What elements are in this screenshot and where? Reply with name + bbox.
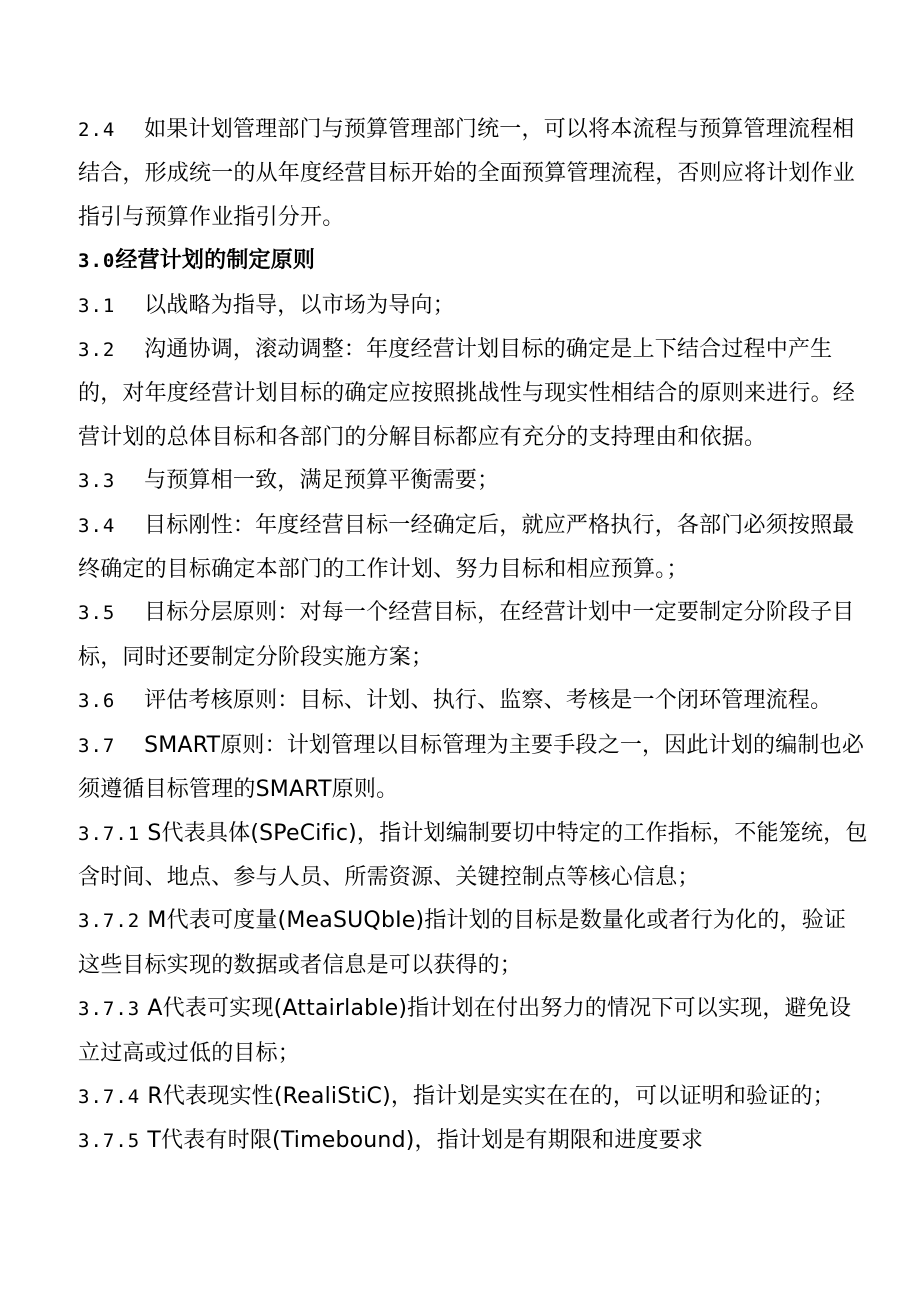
- paragraph-3-7-1: [78, 812, 868, 900]
- paragraph-text: T代表有时限(Timebound)，指计划是有期限和进度要求: [140, 1128, 704, 1154]
- paragraph-3-7-4: [78, 1075, 868, 1119]
- paragraph-text: 如果计划管理部门与预算管理部门统一，可以将本流程与预算管理流程相结合，形成统一的从年度经营目标开始的全面预算管理流程，否则应将计划作业指引与预算作业指引分开。: [78, 117, 856, 230]
- paragraph-3-7: [78, 724, 868, 812]
- paragraph-text: S代表具体(SPeCific)，指计划编制要切中特定的工作指标，不能笼统，包含时间、地点、参与人员、所需资源、关键控制点等核心信息；: [78, 820, 868, 890]
- paragraph-3-7-5: [78, 1119, 868, 1163]
- section-heading-3-0: [78, 239, 868, 283]
- clause-number: 3.7.3: [78, 998, 141, 1021]
- paragraph-3-7-2: [78, 899, 868, 987]
- paragraph-3-5: [78, 591, 868, 679]
- paragraph-3-6: [78, 679, 868, 723]
- paragraph-text: 目标分层原则：对每一个经营目标，在经营计划中一定要制定分阶段子目标，同时还要制定分阶段实施方案；: [78, 600, 855, 670]
- clause-number: 3.7.1: [78, 822, 141, 845]
- paragraph-text: A代表可实现(Attairlable)指计划在付出努力的情况下可以实现，避免设立过高或过低的目标；: [78, 996, 852, 1066]
- paragraph-3-4: [78, 504, 868, 592]
- clause-number: 3.1: [78, 294, 116, 317]
- paragraph-text: SMART原则：计划管理以目标管理为主要手段之一，因此计划的编制也必须遵循目标管理的SMART原则。: [78, 732, 865, 803]
- paragraph-3-7-3: [78, 987, 868, 1075]
- clause-number: 3.6: [78, 690, 116, 713]
- clause-number: 3.4: [78, 514, 116, 537]
- paragraph-text: 目标刚性：年度经营目标一经确定后，就应严格执行，各部门必须按照最终确定的目标确定本部门的工作计划、努力目标和相应预算。；: [78, 512, 855, 583]
- paragraph-text: 以战略为指导，以市场为导向；: [115, 292, 455, 318]
- paragraph-text: 与预算相一致，满足预算平衡需要；: [115, 468, 500, 494]
- paragraph-text: 评估考核原则：目标、计划、执行、监察、考核是一个闭环管理流程。: [115, 688, 833, 714]
- clause-number: 3.5: [78, 602, 116, 625]
- clause-number: 3.7.2: [78, 910, 141, 933]
- clause-number: 2.4: [78, 119, 116, 141]
- clause-number: 3.0: [78, 250, 116, 273]
- clause-number: 3.2: [78, 339, 116, 362]
- clause-number: 3.7: [78, 734, 116, 757]
- paragraph-text: R代表现实性(RealiStiC)，指计划是实实在在的，可以证明和验证的；: [140, 1083, 835, 1109]
- document-body: [78, 108, 868, 1164]
- clause-number: 3.3: [78, 470, 116, 493]
- paragraph-3-3: [78, 459, 868, 503]
- paragraph-2-4: [78, 108, 868, 239]
- paragraph-3-2: [78, 328, 868, 459]
- clause-number: 3.7.4: [78, 1085, 141, 1108]
- section-heading-text: 经营计划的制定原则: [115, 248, 316, 274]
- paragraph-3-1: [78, 284, 868, 328]
- paragraph-text: M代表可度量(MeaSUQbIe)指计划的目标是数量化或者行为化的，验证这些目标实现的数据或者信息是可以获得的；: [78, 908, 847, 978]
- paragraph-text: 沟通协调，滚动调整：年度经营计划目标的确定是上下结合过程中产生的，对年度经营计划目标的确定应按照挑战性与现实性相结合的原则来进行。经营计划的总体目标和各部门的分解目标都应有充分的支持理由和依据。: [78, 337, 856, 450]
- clause-number: 3.7.5: [78, 1130, 141, 1153]
